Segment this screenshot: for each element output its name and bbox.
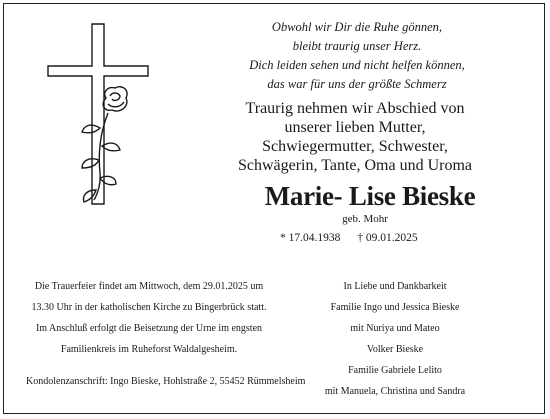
intro-line: Traurig nehmen wir Abschied von — [245, 100, 465, 117]
mourner-line: mit Nuriya und Mateo — [350, 323, 440, 334]
cross-with-rose-icon — [40, 18, 170, 208]
funeral-line: Die Trauerfeier findet am Mittwoch, dem 29.01.2025 um — [34, 281, 264, 292]
mourner-line: mit Manuela, Christina und Sandra — [324, 386, 466, 397]
mourner-line: Familie Gabriele Lelito — [348, 365, 442, 376]
mourner-line: In Liebe und Dankbarkeit — [343, 281, 447, 292]
mourners-list — [290, 276, 500, 402]
poem-verse — [232, 18, 482, 94]
poem-line: Obwohl wir Dir die Ruhe gönnen, — [271, 20, 443, 34]
birth-date: * 17.04.1938 — [280, 232, 341, 244]
funeral-line: 13.30 Uhr in der katholischen Kirche zu Bingerbrück statt. — [31, 302, 267, 313]
life-dates — [280, 232, 460, 244]
poem-line: bleibt traurig unser Herz. — [292, 39, 422, 53]
poem-line: das war für uns der größte Schmerz — [267, 77, 447, 91]
birth-name: geb. Mohr — [342, 213, 388, 225]
funeral-line: Familienkreis im Ruheforst Waldalgesheim. — [60, 344, 238, 355]
deceased-name: Marie- Lise Bieske — [264, 181, 476, 211]
farewell-intro — [205, 99, 505, 175]
funeral-info — [24, 276, 274, 360]
intro-line: unserer lieben Mutter, — [284, 119, 426, 136]
mourner-line: Familie Ingo und Jessica Bieske — [330, 302, 460, 313]
poem-line: Dich leiden sehen und nicht helfen können, — [249, 58, 465, 72]
condolence-address: Kondolenzanschrift: Ingo Bieske, Hohlstraße 2, 55452 Rümmelsheim — [26, 376, 306, 387]
mourner-line: Volker Bieske — [366, 344, 424, 355]
funeral-line: Im Anschluß erfolgt die Beisetzung der Urne im engsten — [35, 323, 263, 334]
intro-line: Schwägerin, Tante, Oma und Uroma — [237, 157, 473, 174]
death-date: † 09.01.2025 — [357, 232, 418, 244]
intro-line: Schwiegermutter, Schwester, — [262, 138, 448, 155]
